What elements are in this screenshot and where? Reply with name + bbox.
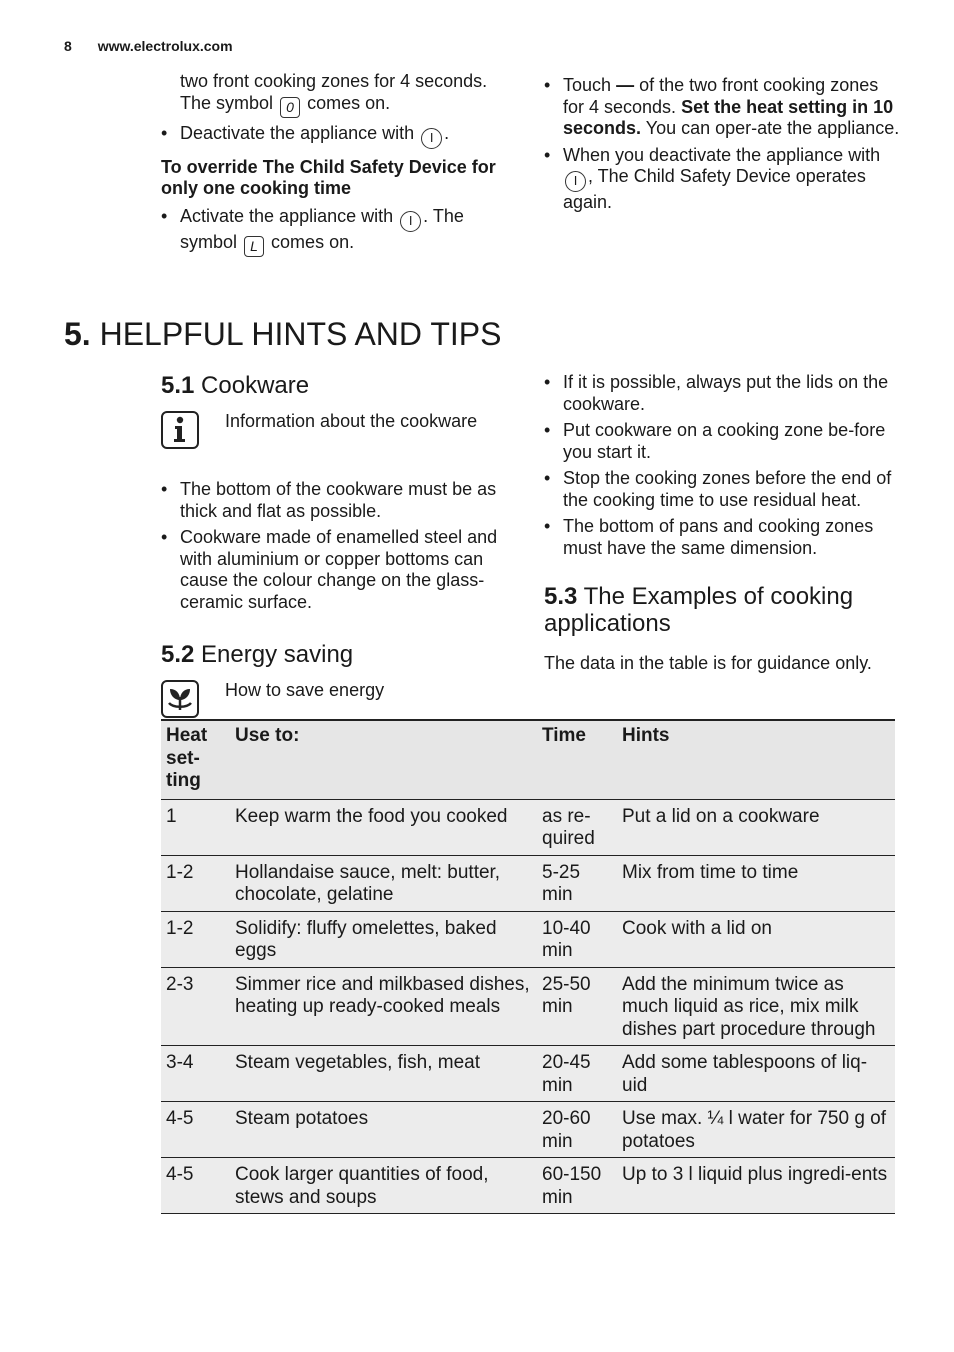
- cell-use: Simmer rice and milkbased dishes, heating up ready-cooked meals: [235, 973, 530, 1017]
- cell-use: Hollandaise sauce, melt: butter, chocolate, gelatine: [235, 861, 501, 905]
- cell-heat: 4-5: [166, 1164, 194, 1185]
- cell-heat: 1-2: [166, 917, 194, 939]
- override-heading: To override The Child Safety Device for only one cooking time: [161, 156, 496, 198]
- leaf-energy-icon: [161, 680, 199, 718]
- cell-hint: Use max. ¼ l water for 750 g of potatoes: [622, 1108, 887, 1152]
- cell-hint: Add the minimum twice as much liquid as rice, mix milk dishes part procedure through: [622, 973, 876, 1040]
- info-text: How to save energy: [225, 680, 385, 700]
- cell-heat: 4-5: [166, 1108, 194, 1129]
- examples-note: The data in the table is for guidance only.: [544, 653, 872, 673]
- table-row: [161, 967, 895, 1046]
- cell-use: Keep warm the food you cooked: [235, 805, 508, 827]
- section-heading: 5. HELPFUL HINTS AND TIPS: [64, 316, 502, 352]
- table-row: [161, 1158, 895, 1214]
- page-number: 8: [64, 38, 72, 54]
- cell-use: Steam vegetables, fish, meat: [235, 1052, 481, 1073]
- cell-heat: 1: [166, 805, 177, 827]
- power-icon: I: [421, 128, 442, 149]
- cell-hint: Put a lid on a cookware: [622, 805, 820, 827]
- list-item: • Stop the cooking zones before the end of the cooking time to use residual heat.: [544, 468, 900, 511]
- cell-time: 20-60 min: [542, 1108, 591, 1152]
- column-header-time: Time: [542, 725, 587, 746]
- table-row: [161, 1102, 895, 1158]
- table-header-row: [161, 720, 895, 799]
- list-item: • If it is possible, always put the lids on the cookware.: [544, 372, 900, 415]
- list-item: • The bottom of the cookware must be as thick and flat as possible.: [161, 479, 516, 522]
- cell-use: Steam potatoes: [235, 1108, 369, 1129]
- examples-heading: 5.3 The Examples of cooking applications: [544, 583, 854, 637]
- energy-heading: 5.2 Energy saving: [161, 641, 354, 668]
- cell-heat: 1-2: [166, 861, 194, 883]
- column-header-use: Use to:: [235, 725, 300, 746]
- cell-heat: 3-4: [166, 1052, 194, 1073]
- minus-key-icon: —: [616, 75, 635, 95]
- cell-time: 25-50 min: [542, 973, 591, 1017]
- cell-use: Solidify: fluffy omelettes, baked eggs: [235, 917, 497, 961]
- cell-hint: Up to 3 l liquid plus ingredi-ents: [622, 1164, 888, 1185]
- table-row: [161, 855, 895, 911]
- cookware-section: [161, 372, 516, 718]
- cell-use: Cook larger quantities of food, stews and soups: [235, 1164, 489, 1208]
- power-icon: I: [565, 171, 586, 192]
- table-row: [161, 1046, 895, 1102]
- cell-time: as re-quired: [542, 805, 595, 849]
- cooking-table: [161, 719, 895, 1214]
- column-header-hints: Hints: [622, 725, 670, 746]
- cookware-heading: 5.1 Cookware: [161, 372, 310, 399]
- column-header-heat: Heat set-ting: [166, 725, 208, 791]
- list-item: • Touch — of the two front cooking zones for 4 seconds. Set the heat setting in 10 seconds. You can oper-ate the appliance.: [544, 75, 900, 140]
- info-text: Information about the cookware: [225, 411, 478, 431]
- table-row: [161, 911, 895, 967]
- cell-time: 5-25 min: [542, 861, 581, 905]
- left-top-column: [161, 71, 516, 262]
- page-header: [64, 38, 233, 54]
- energy-bullets: [544, 372, 900, 675]
- zero-symbol-icon: 0: [280, 97, 300, 118]
- right-top-column: [544, 75, 900, 219]
- website-url[interactable]: www.electrolux.com: [97, 38, 233, 54]
- list-item: • Put cookware on a cooking zone be-fore you start it.: [544, 420, 900, 463]
- list-item: • Cookware made of enamelled steel and with aluminium or copper bottoms can cause the colour change on the glass-ceramic surface.: [161, 527, 516, 613]
- cookware-info: [161, 411, 516, 449]
- list-item: • The bottom of pans and cooking zones must have the same dimension.: [544, 516, 900, 559]
- list-item: • Deactivate the appliance with I .: [161, 123, 516, 149]
- cell-time: 20-45 min: [542, 1052, 591, 1096]
- info-icon: [161, 411, 199, 449]
- cell-heat: 2-3: [166, 973, 194, 995]
- cell-hint: Add some tablespoons of liq-uid: [622, 1052, 868, 1096]
- table-row: [161, 799, 895, 855]
- cell-hint: Mix from time to time: [622, 861, 799, 883]
- list-item: • Activate the appliance with I . The symbol L comes on.: [161, 206, 516, 257]
- list-item: • When you deactivate the appliance with I , The Child Safety Device operates again.: [544, 145, 900, 214]
- energy-info: [161, 680, 516, 718]
- cell-time: 10-40 min: [542, 917, 591, 961]
- cell-time: 60-150 min: [542, 1164, 602, 1208]
- lock-symbol-icon: L: [244, 236, 264, 257]
- continued-text: two front cooking zones for 4 seconds. The symbol 0 comes on.: [161, 71, 516, 118]
- cell-hint: Cook with a lid on: [622, 917, 772, 939]
- power-icon: I: [400, 211, 421, 232]
